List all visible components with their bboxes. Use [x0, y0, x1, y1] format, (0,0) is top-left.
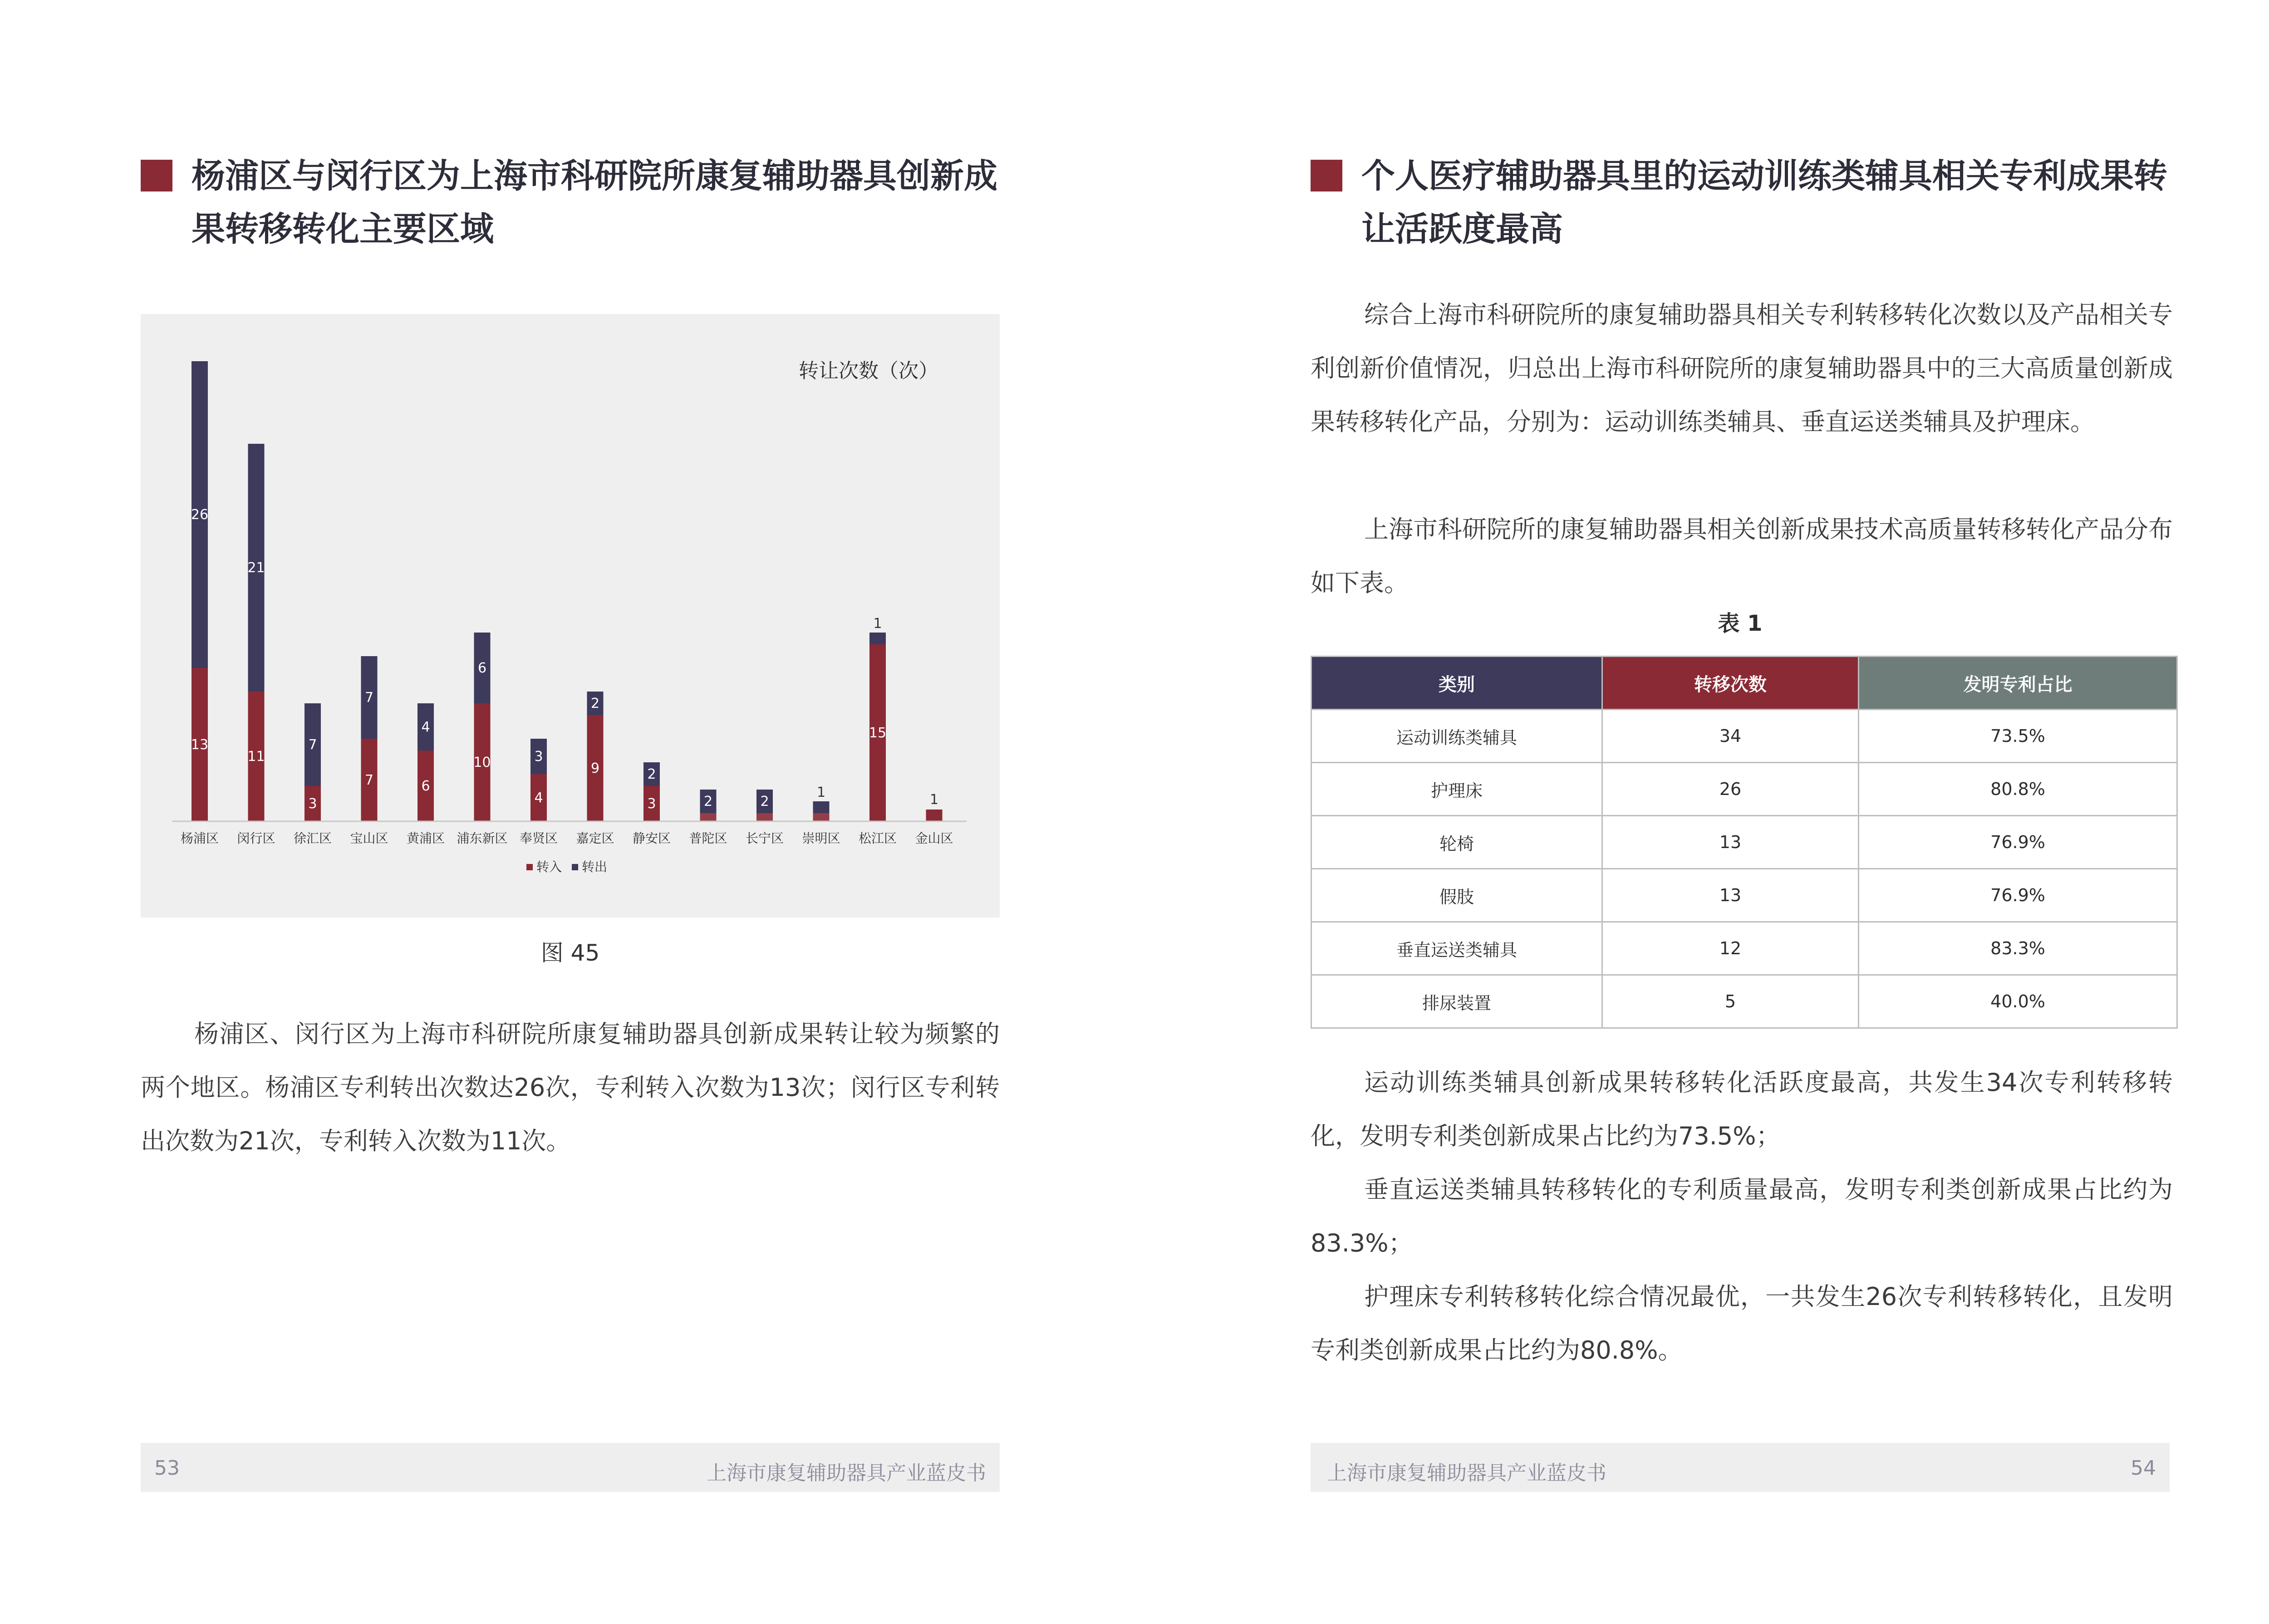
body-paragraph-4: 垂直运送类辅具转移转化的专利质量最高，发明专利类创新成果占比约为83.3%；: [1311, 1175, 2173, 1257]
data-label-out: 1: [816, 785, 826, 800]
data-label-out: 4: [421, 719, 430, 735]
table-row: [1311, 763, 2177, 816]
x-tick-label: 普陀区: [689, 831, 727, 846]
header-transfer-count: 转移次数: [1602, 657, 1859, 710]
cell-count: 12: [1602, 922, 1859, 975]
legend-label: 转入: [536, 859, 562, 874]
heading-text: 杨浦区与闵行区为上海市科研院所康复辅助器具创新成果转移转化主要区域: [192, 157, 997, 249]
x-tick-label: 闵行区: [237, 831, 275, 846]
data-label-in: 11: [247, 749, 265, 765]
body-paragraph: 杨浦区、闵行区为上海市科研院所康复辅助器具创新成果转让较为频繁的两个地区。杨浦区专利转出次数达26次，专利转入次数为13次；闵行区专利转出次数为21次，专利转入次数为11次。: [141, 1020, 1000, 1155]
bar-in-segment: [700, 813, 717, 821]
data-label-out: 2: [647, 766, 656, 782]
legend-label: 转出: [582, 859, 608, 874]
table-row: [1311, 975, 2177, 1028]
body-paragraph-3: 运动训练类辅具创新成果转移转化活跃度最高，共发生34次专利转移转化，发明专利类创新成果占比约为73.5%；: [1311, 1068, 2173, 1150]
cell-count: 34: [1602, 710, 1859, 763]
page-number: 54: [2131, 1457, 2156, 1480]
stacked-bar-chart: [141, 314, 1000, 917]
table-row: [1311, 869, 2177, 922]
bar-out-segment: [813, 801, 830, 813]
x-tick-label: 金山区: [915, 831, 953, 846]
data-label-out: 7: [308, 737, 317, 753]
data-label-out: 3: [534, 749, 543, 765]
cell-ratio: 83.3%: [1859, 922, 2177, 975]
bar-in-segment: [813, 813, 830, 821]
x-tick-label: 长宁区: [745, 831, 784, 846]
x-tick-label: 奉贤区: [519, 831, 558, 846]
book-title: 上海市康复辅助器具产业蓝皮书: [1327, 1462, 1606, 1485]
cell-ratio: 40.0%: [1859, 975, 2177, 1028]
body-paragraph-2: 上海市科研院所的康复辅助器具相关创新成果技术高质量转移转化产品分布如下表。: [1311, 515, 2173, 597]
bar-out-segment: [869, 633, 886, 644]
cell-category: 运动训练类辅具: [1311, 710, 1602, 763]
data-label-in: 1: [929, 792, 939, 808]
data-label-out: 6: [477, 660, 487, 676]
cell-count: 13: [1602, 869, 1859, 922]
legend: [526, 859, 607, 874]
heading-text: 个人医疗辅助器具里的运动训练类辅具相关专利成果转让活跃度最高: [1361, 157, 2167, 249]
cell-count: 13: [1602, 816, 1859, 869]
data-label-out: 1: [873, 616, 882, 632]
data-label-out: 2: [760, 794, 769, 810]
bar-in-segment: [926, 810, 943, 821]
table-row: [1311, 710, 2177, 763]
unit-label: 转让次数（次）: [799, 359, 938, 383]
data-label-in: 3: [647, 796, 656, 812]
x-tick-label: 松江区: [858, 831, 897, 846]
x-tick-label: 静安区: [632, 831, 671, 846]
right-page: [1142, 0, 2269, 1624]
cell-ratio: 76.9%: [1859, 816, 2177, 869]
x-tick-label: 崇明区: [802, 831, 840, 846]
book-title: 上海市康复辅助器具产业蓝皮书: [707, 1462, 986, 1485]
page-footer: [1311, 1443, 2170, 1492]
data-label-in: 3: [308, 796, 317, 812]
x-tick-label: 杨浦区: [180, 831, 219, 846]
data-label-in: 13: [191, 737, 209, 753]
figure-caption: 图 45: [540, 940, 600, 966]
data-label-in: 9: [590, 760, 600, 776]
heading-marker: [141, 160, 172, 191]
page-number: 53: [154, 1457, 180, 1480]
x-tick-label: 徐汇区: [293, 831, 332, 846]
cell-category: 护理床: [1311, 763, 1602, 816]
bar-in-segment: [756, 813, 773, 821]
cell-category: 排尿装置: [1311, 975, 1602, 1028]
x-tick-label: 浦东新区: [457, 831, 508, 846]
table-row: [1311, 922, 2177, 975]
legend-swatch: [572, 864, 578, 870]
cell-category: 轮椅: [1311, 816, 1602, 869]
x-tick-label: 嘉定区: [576, 831, 614, 846]
cell-ratio: 80.8%: [1859, 763, 2177, 816]
data-label-in: 4: [534, 790, 543, 806]
body-paragraph-5: 护理床专利转移转化综合情况最优，一共发生26次专利转移转化，且发明专利类创新成果占比约为80.8%。: [1311, 1282, 2173, 1364]
body-paragraph-1: 综合上海市科研院所的康复辅助器具相关专利转移转化次数以及产品相关专利创新价值情况，归总出上海市科研院所的康复辅助器具中的三大高质量创新成果转移转化产品，分别为：运动训练类辅具、垂直运送类辅具及护理床。: [1311, 300, 2173, 436]
table-row: [1311, 816, 2177, 869]
data-label-out: 26: [191, 507, 209, 523]
chart-canvas: [141, 314, 1000, 917]
data-label-in: 15: [869, 725, 887, 741]
data-table: [1311, 656, 2178, 1029]
x-tick-label: 黄浦区: [406, 831, 445, 846]
page-footer: [141, 1443, 1000, 1492]
x-tick-label: 宝山区: [350, 831, 388, 846]
data-label-in: 10: [473, 755, 491, 770]
header-invention-ratio: 发明专利占比: [1859, 657, 2177, 710]
cell-count: 5: [1602, 975, 1859, 1028]
data-label-in: 6: [421, 778, 430, 794]
data-label-in: 7: [364, 772, 374, 788]
legend-swatch: [526, 864, 533, 870]
cell-count: 26: [1602, 763, 1859, 816]
table-header-row: [1311, 657, 2177, 710]
table-caption: 表 1: [1718, 611, 1763, 636]
cell-category: 假肢: [1311, 869, 1602, 922]
data-label-out: 7: [364, 690, 374, 706]
data-label-out: 21: [247, 560, 265, 576]
cell-ratio: 73.5%: [1859, 710, 2177, 763]
data-label-out: 2: [703, 794, 713, 810]
header-category: 类别: [1311, 657, 1602, 710]
data-label-out: 2: [590, 696, 600, 711]
cell-ratio: 76.9%: [1859, 869, 2177, 922]
cell-category: 垂直运送类辅具: [1311, 922, 1602, 975]
heading-marker: [1311, 160, 1342, 191]
